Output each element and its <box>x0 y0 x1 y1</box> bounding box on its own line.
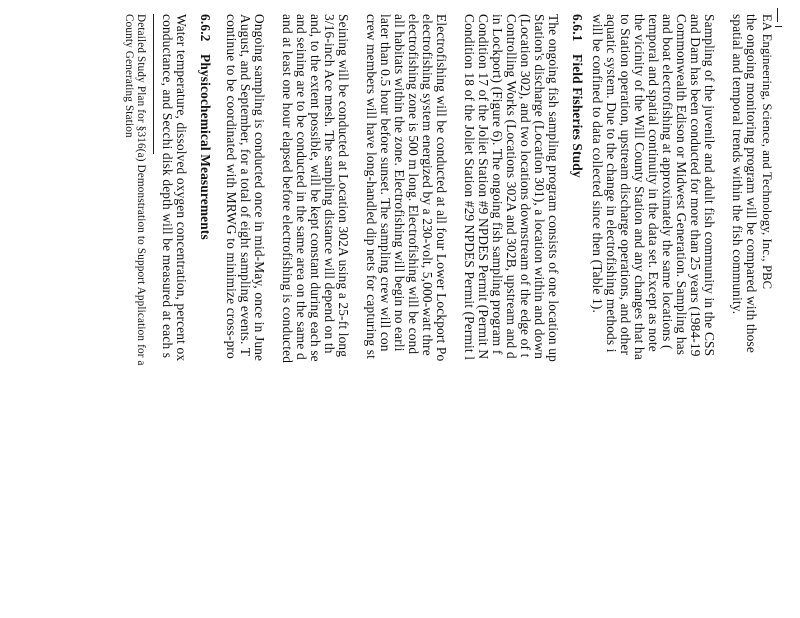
sampling-line: and Dam has been conducted for more than 25 years (1984-19 <box>688 14 703 357</box>
sampling-line: to Station operation, upstream discharge operations, and other <box>618 14 633 356</box>
section-heading-physicochemical <box>198 14 212 240</box>
section-title: Physicochemical Measurements <box>198 54 213 240</box>
field-study-line: The ongoing fish sampling program consists of one location up <box>546 14 561 362</box>
field-study-line: Station's discharge (Location 301), a location within and down <box>532 14 547 360</box>
electrofishing-line: later than 0.5 hour before sunset. The sampling crew will con <box>378 14 393 352</box>
header-tick <box>775 26 782 27</box>
seining-line: and, to the extent possible, will be kept constant during each se <box>308 14 323 362</box>
electrofishing-line: Electrofishing will be conducted at all four Lower Lockport Po <box>434 14 449 362</box>
physicochemical-line: Water temperature, dissolved oxygen concentration, percent ox <box>174 14 189 362</box>
intro-line: the ongoing monitoring program will be compared with those <box>744 14 759 353</box>
section-heading-field-fisheries <box>570 14 584 178</box>
intro-line: spatial and temporal trends within the fish community. <box>730 14 745 315</box>
seining-line: 3/16-inch Ace mesh. The sampling distance will depend on th <box>322 14 337 354</box>
section-number: 6.6.1 <box>570 14 585 42</box>
header-rule-left <box>777 8 778 22</box>
section-title: Field Fisheries Study <box>570 54 585 178</box>
running-header: EA Engineering, Science, and Technology, Inc., PBC <box>760 14 774 290</box>
footer-line: Detailed Study Plan for §316(a) Demonstration to Support Application for a <box>135 14 147 366</box>
footer-line: County Generating Station <box>123 14 135 138</box>
ongoing-sampling-line: August, and September, for a total of eight sampling events. T <box>238 14 253 357</box>
ongoing-sampling-line: continue to be coordinated with MRWG to minimize cross-pro <box>224 14 239 359</box>
sampling-line: Commonwealth Edison or Midwest Generation. Sampling has <box>674 14 689 356</box>
seining-line: and at least one hour elapsed before electrofishing is conducted <box>280 14 295 364</box>
electrofishing-line: electrofishing system energized by a 230-volt, 5,000-watt thre <box>420 14 435 356</box>
sampling-line: will be confined to data collected since then (Table 1). <box>590 14 605 313</box>
footnote-rule <box>153 14 154 154</box>
field-study-line: Controlling Works (Locations 302A and 302B, upstream and d <box>504 14 519 359</box>
electrofishing-line: all habitats within the zone. Electrofishing will begin no earli <box>392 14 407 352</box>
field-study-line: (Location 302), and two locations downstream of the edge of t <box>518 14 533 358</box>
section-number: 6.6.2 <box>198 14 213 42</box>
field-study-line: Condition 18 of the Joliet Station #29 NPDES Permit (Permit l <box>462 14 477 361</box>
field-study-line: Condition 17 of the Joliet Station #9 NPDES Permit (Permit N <box>476 14 491 360</box>
field-study-line: in Lockport) (Figure 6). The ongoing fish sampling program f <box>490 14 505 355</box>
electrofishing-line: crew members will have long-handled dip nets for capturing st <box>364 14 379 359</box>
sampling-line: and boat electrofishing at approximately the same locations ( <box>660 14 675 350</box>
sampling-line: aquatic system. Due to the change in electrofishing methods i <box>604 14 619 353</box>
sampling-line: temporal and spatial continuity in the data set. Except as note <box>646 14 661 352</box>
ongoing-sampling-line: Ongoing sampling is conducted once in mid-May, once in June <box>252 14 267 362</box>
sampling-line: the vicinity of the Will County Station and any changes that ha <box>632 14 647 360</box>
seining-line: and seining are to be conducted in the same area on the same d <box>294 14 309 360</box>
seining-line: Seining will be conducted at Location 302A using a 25-ft long <box>336 14 351 358</box>
electrofishing-line: electrofishing zone is 500 m long. Electrofishing will be cond <box>406 14 421 355</box>
sampling-line: Sampling of the juvenile and adult fish community in the CSS <box>702 14 717 357</box>
physicochemical-line: conductance, and Secchi disk depth will be measured at each s <box>160 14 175 359</box>
